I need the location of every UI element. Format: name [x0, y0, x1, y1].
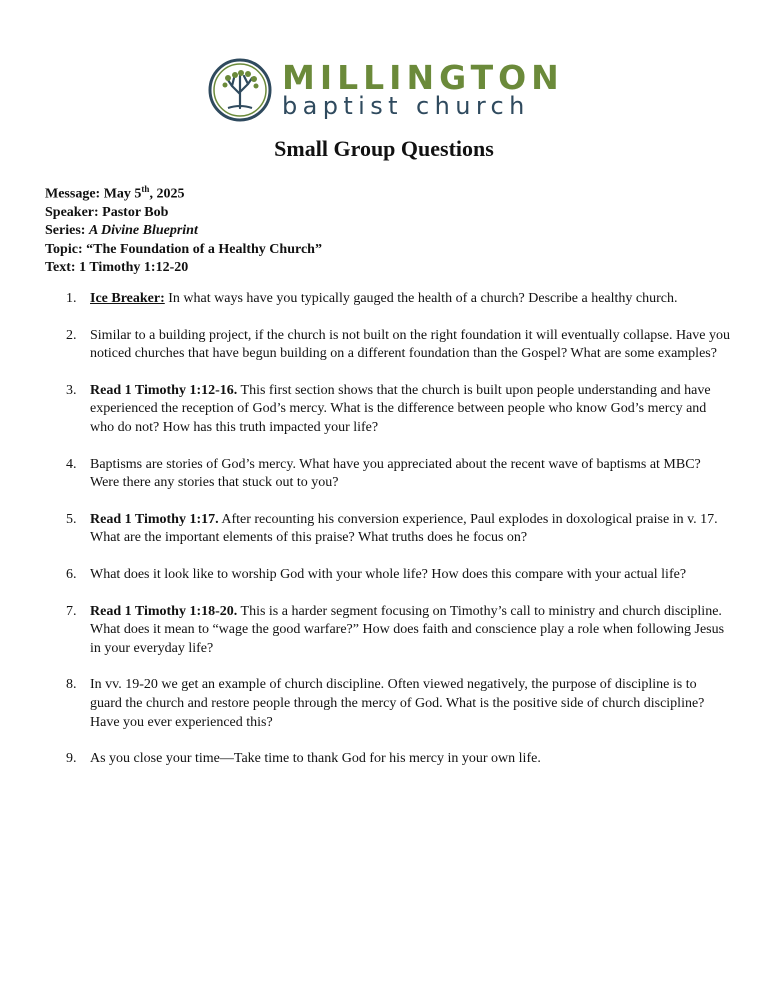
question-text: After recounting his conversion experience, Paul explodes in doxological praise in v. 17. What are the important elements of this praise? What truths does he focus on? [90, 511, 718, 546]
question-lead: Read 1 Timothy 1:17. [90, 511, 219, 527]
question-number: 8. [66, 677, 77, 693]
tree-logo-icon [208, 58, 272, 122]
question-number: 5. [66, 511, 77, 527]
question-number: 9. [66, 751, 77, 767]
question-text: Similar to a building project, if the church is not built on the right foundation it will eventually collapse. Have you noticed churches that have begun building on a different foundation than the Gospel? What are some examples? [90, 327, 730, 362]
question-text: In vv. 19-20 we get an example of church discipline. Often viewed negatively, the purpose of discipline is to guard the church and restore people through the mercy of God. What is the positive side of church discipline? Have you ever experienced this? [90, 677, 705, 730]
question-number: 4. [66, 456, 77, 472]
question-item [66, 603, 731, 659]
message-date-suffix: th [141, 184, 150, 194]
question-item [66, 382, 731, 438]
logo-name: MILLINGTON [282, 58, 564, 97]
speaker-label: Speaker: [45, 205, 99, 221]
question-item [66, 566, 731, 585]
question-list [66, 290, 731, 769]
question-text: This is a harder segment focusing on Timothy’s call to ministry and church discipline. What does it mean to “wage the good warfare?” How does faith and conscience play a role when following Jesus in your everyday life? [90, 603, 725, 656]
question-lead: Read 1 Timothy 1:18-20. [90, 603, 238, 619]
page-title: Small Group Questions [274, 136, 494, 161]
topic-label: Topic: [45, 241, 83, 257]
question-text: Baptisms are stories of God’s mercy. What have you appreciated about the recent wave of baptisms at MBC? Were there any stories that stuck out to you? [90, 456, 701, 491]
topic-value: “The Foundation of a Healthy Church” [86, 241, 322, 257]
text-line [45, 259, 322, 277]
message-label: Message: [45, 186, 101, 202]
church-logo [208, 58, 564, 122]
question-number: 1. [66, 291, 77, 306]
question-text: As you close your time—Take time to thank God for his mercy in your own life. [90, 751, 541, 767]
question-item [66, 456, 731, 493]
question-text: What does it look like to worship God with your whole life? How does this compare with your actual life? [90, 566, 687, 582]
message-year: , 2025 [149, 186, 185, 202]
sermon-details [45, 180, 322, 278]
question-text: In what ways have you typically gauged the health of a church? Describe a healthy church. [164, 291, 678, 306]
question-item [66, 327, 731, 364]
speaker-line [45, 204, 322, 222]
logo-subtitle: baptist church [282, 92, 530, 120]
series-value: A Divine Blueprint [88, 223, 198, 239]
question-lead: Read 1 Timothy 1:12-16. [90, 382, 238, 398]
text-value: 1 Timothy 1:12-20 [79, 260, 189, 276]
question-number: 7. [66, 603, 77, 619]
question-item [66, 676, 731, 732]
text-label: Text: [45, 260, 76, 276]
question-item [66, 750, 731, 769]
question-item [66, 290, 731, 309]
question-number: 3. [66, 382, 77, 398]
topic-line [45, 241, 322, 259]
speaker-value: Pastor Bob [102, 205, 169, 221]
message-line [45, 180, 322, 204]
series-label: Series: [45, 223, 86, 239]
question-lead: Ice Breaker: [90, 291, 165, 306]
question-text: This first section shows that the church is built upon people understanding and have experienced the reception of God’s mercy. What is the difference between people who know God’s mercy and who do not? How has this truth impacted your life? [90, 382, 711, 435]
question-item [66, 511, 731, 548]
message-date: May 5 [103, 186, 142, 202]
question-number: 2. [66, 327, 77, 343]
series-line [45, 222, 322, 240]
question-number: 6. [66, 566, 77, 582]
